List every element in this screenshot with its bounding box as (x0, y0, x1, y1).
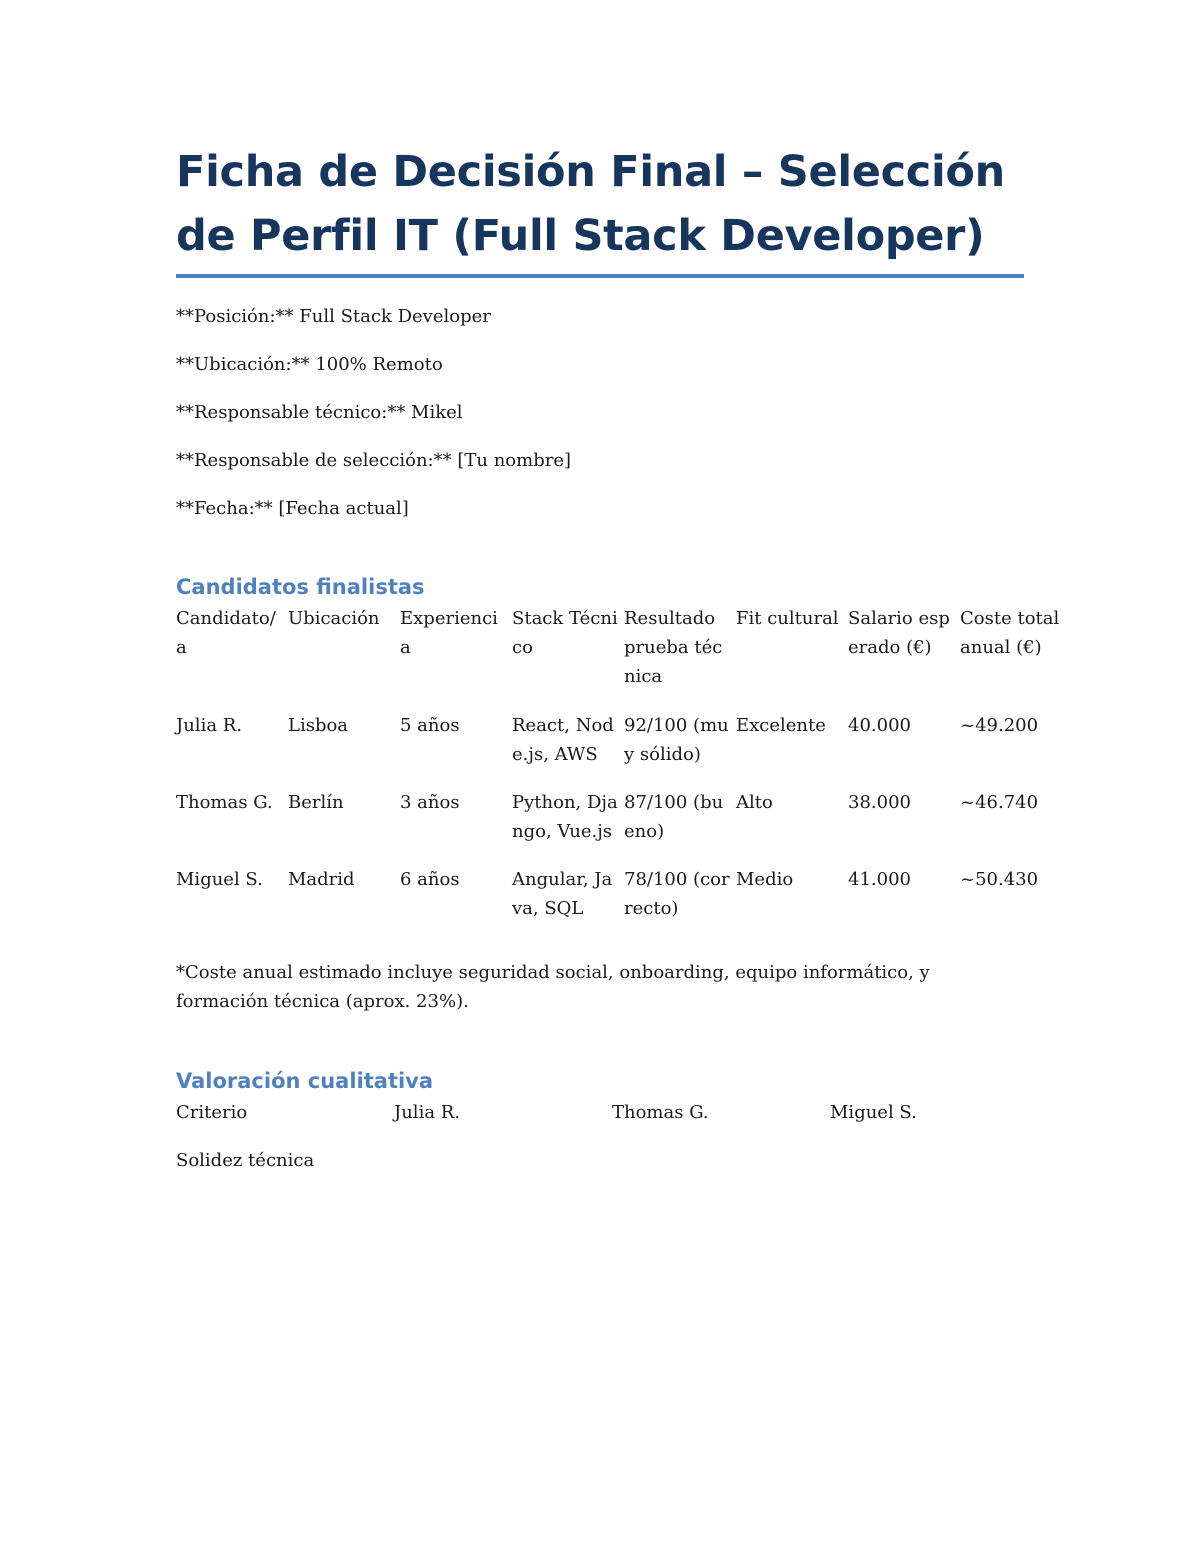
table-cell: React, Node.js, AWS (512, 715, 614, 765)
table-cell: 92/100 (muy sólido) (624, 715, 729, 765)
table-cell: Excelente (736, 715, 826, 736)
column-header: Stack Técnico (512, 608, 618, 658)
table-cell: Python, Django, Vue.js (512, 792, 618, 842)
table-cell (612, 1146, 830, 1194)
column-header: Candidato/a (176, 608, 276, 658)
table-cell: 41.000 (848, 869, 911, 890)
column-header: Ubicación (288, 608, 380, 629)
table-row (176, 788, 1072, 865)
table-cell: Madrid (288, 869, 355, 890)
column-header: Salario esperado (€) (848, 608, 950, 658)
table-cell: 38.000 (848, 792, 911, 813)
table-cell: 87/100 (bueno) (624, 792, 724, 842)
table-cell: 5 años (400, 715, 460, 736)
table-cell: 6 años (400, 869, 460, 890)
meta-date: **Fecha:** [Fecha actual] (176, 498, 409, 519)
table-cell: Julia R. (176, 715, 243, 736)
qualitative-table (176, 1098, 1048, 1194)
table-cell (830, 1146, 1048, 1194)
column-header: Resultado prueba técnica (624, 608, 723, 687)
column-header: Fit cultural (736, 608, 839, 629)
table-cell: Thomas G. (176, 792, 273, 813)
document-page (176, 140, 1060, 1194)
table-cell: Solidez técnica (176, 1150, 315, 1171)
column-header: Coste total anual (€) (960, 608, 1060, 658)
table-cell: ~46.740 (960, 792, 1039, 813)
column-header: Miguel S. (830, 1102, 917, 1123)
table-header-row (176, 604, 1072, 711)
meta-position: **Posición:** Full Stack Developer (176, 306, 491, 327)
document-title: Ficha de Decisión Final – Selección de Perfil IT (Full Stack Developer) (176, 140, 1024, 278)
table-header-row (176, 1098, 1048, 1146)
column-header: Criterio (176, 1102, 248, 1123)
column-header: Thomas G. (612, 1102, 709, 1123)
section-heading-qualitative: Valoración cualitativa (176, 1069, 434, 1093)
table-cell: Alto (736, 792, 773, 813)
table-cell: 3 años (400, 792, 460, 813)
table-cell: Angular, Java, SQL (512, 869, 613, 919)
meta-block (176, 304, 1024, 522)
column-header: Experiencia (400, 608, 498, 658)
table-cell: Miguel S. (176, 869, 263, 890)
table-row (176, 1146, 1048, 1194)
section-heading-candidates: Candidatos finalistas (176, 575, 425, 599)
table-cell: Medio (736, 869, 794, 890)
meta-location: **Ubicación:** 100% Remoto (176, 354, 443, 375)
candidates-table (176, 604, 1072, 942)
column-header: Julia R. (394, 1102, 461, 1123)
table-row (176, 865, 1072, 942)
table-cell: 40.000 (848, 715, 911, 736)
table-cell: Lisboa (288, 715, 349, 736)
table-cell: 78/100 (correcto) (624, 869, 730, 919)
table-cell: ~50.430 (960, 869, 1039, 890)
cost-footnote: *Coste anual estimado incluye seguridad social, onboarding, equipo informático, y formación técnica (aprox. 23%). (176, 962, 930, 1012)
meta-recruiter: **Responsable de selección:** [Tu nombre] (176, 450, 571, 471)
table-cell: Berlín (288, 792, 344, 813)
meta-tech-lead: **Responsable técnico:** Mikel (176, 402, 463, 423)
table-cell: ~49.200 (960, 715, 1039, 736)
table-cell (394, 1146, 612, 1194)
table-row (176, 711, 1072, 788)
